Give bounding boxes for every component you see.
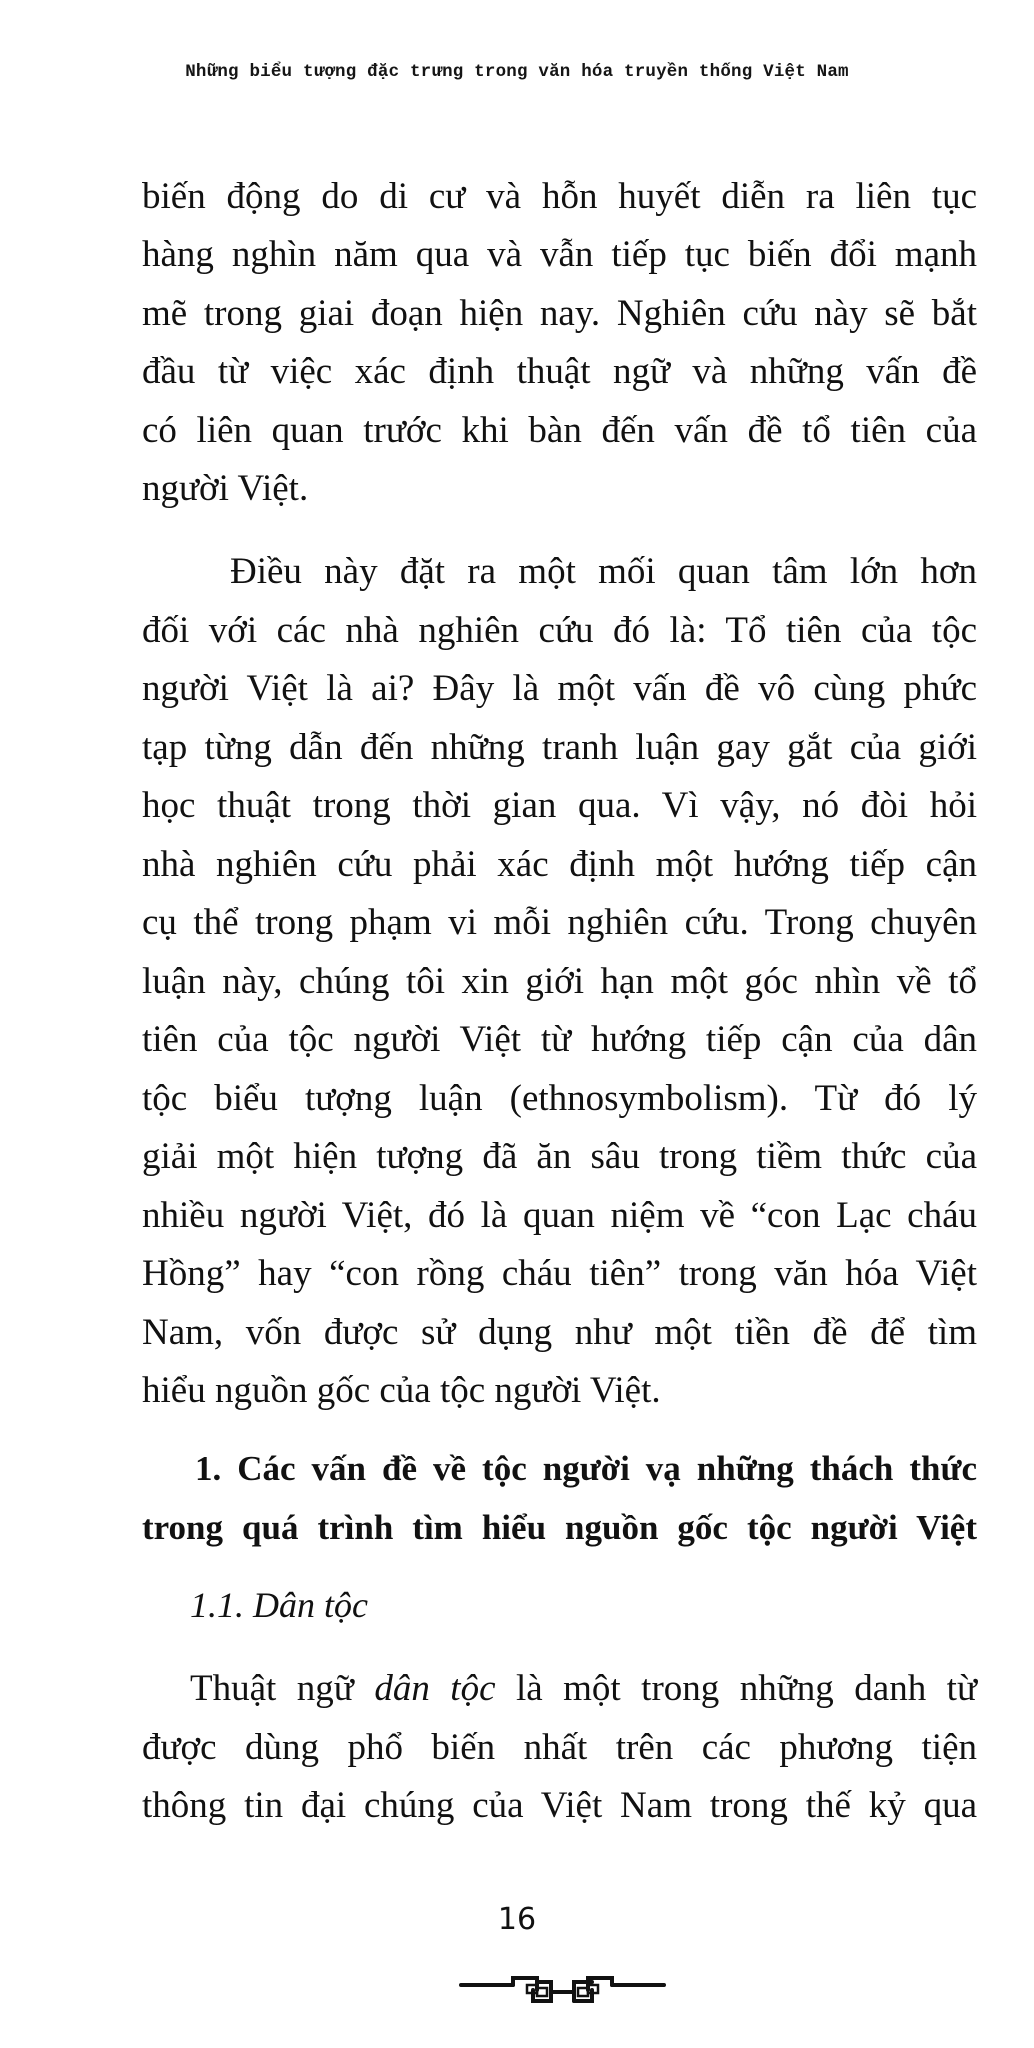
text-line: hiểu nguồn gốc của tộc người Việt. — [142, 1370, 661, 1411]
italic-term: dân tộc — [374, 1668, 496, 1709]
text-line: nhiều người Việt, đó là quan niệm về “con Lạc cháu — [142, 1195, 977, 1236]
text-line: được dùng phổ biến nhất trên các phương tiện — [142, 1727, 977, 1768]
text-line: cụ thể trong phạm vi mỗi nghiên cứu. Trong chuyên — [142, 902, 977, 943]
text-line: Hồng” hay “con rồng cháu tiên” trong văn hóa Việt — [142, 1253, 977, 1294]
text-line: luận này, chúng tôi xin giới hạn một góc nhìn về tổ — [142, 961, 977, 1002]
text-run: là một trong những danh từ — [495, 1668, 978, 1709]
text-line: hàng nghìn năm qua và vẫn tiếp tục biến đổi mạnh — [142, 234, 977, 275]
text-line: người Việt là ai? Đây là một vấn đề vô cùng phức — [142, 668, 977, 709]
text-line: có liên quan trước khi bàn đến vấn đề tổ tiên của — [142, 410, 977, 451]
fret-ornament-icon — [455, 1968, 670, 2008]
text-line: người Việt. — [142, 468, 309, 509]
page-number: 16 — [497, 1902, 537, 1937]
section-heading-line: 1. Các vấn đề về tộc người vạ những thách thức — [195, 1449, 977, 1488]
text-line: đối với các nhà nghiên cứu đó là: Tổ tiên của tộc — [142, 610, 977, 651]
section-heading-line: trong quá trình tìm hiểu nguồn gốc tộc người Việt — [142, 1508, 977, 1547]
text-line: tạp từng dẫn đến những tranh luận gay gắt của giới — [142, 727, 977, 768]
text-line: Nam, vốn được sử dụng như một tiền đề để tìm — [142, 1312, 977, 1353]
text-line: đầu từ việc xác định thuật ngữ và những vấn đề — [142, 351, 977, 392]
text-line: nhà nghiên cứu phải xác định một hướng tiếp cận — [142, 844, 977, 885]
text-line — [190, 1666, 977, 1712]
text-run: Thuật ngữ — [190, 1668, 375, 1709]
subsection-heading: 1.1. Dân tộc — [190, 1585, 368, 1625]
text-line: mẽ trong giai đoạn hiện nay. Nghiên cứu này sẽ bắt — [142, 293, 977, 334]
running-header: Những biểu tượng đặc trưng trong văn hóa truyền thống Việt Nam — [185, 62, 849, 82]
text-line: biến động do di cư và hỗn huyết diễn ra liên tục — [142, 176, 977, 217]
text-line: thông tin đại chúng của Việt Nam trong thế kỷ qua — [142, 1785, 977, 1826]
text-line: tiên của tộc người Việt từ hướng tiếp cận của dân — [142, 1019, 977, 1060]
text-line: học thuật trong thời gian qua. Vì vậy, nó đòi hỏi — [142, 785, 977, 826]
text-line: Điều này đặt ra một mối quan tâm lớn hơn — [230, 551, 977, 592]
text-line: giải một hiện tượng đã ăn sâu trong tiềm thức của — [142, 1136, 977, 1177]
text-line: tộc biểu tượng luận (ethnosymbolism). Từ đó lý — [142, 1078, 977, 1119]
